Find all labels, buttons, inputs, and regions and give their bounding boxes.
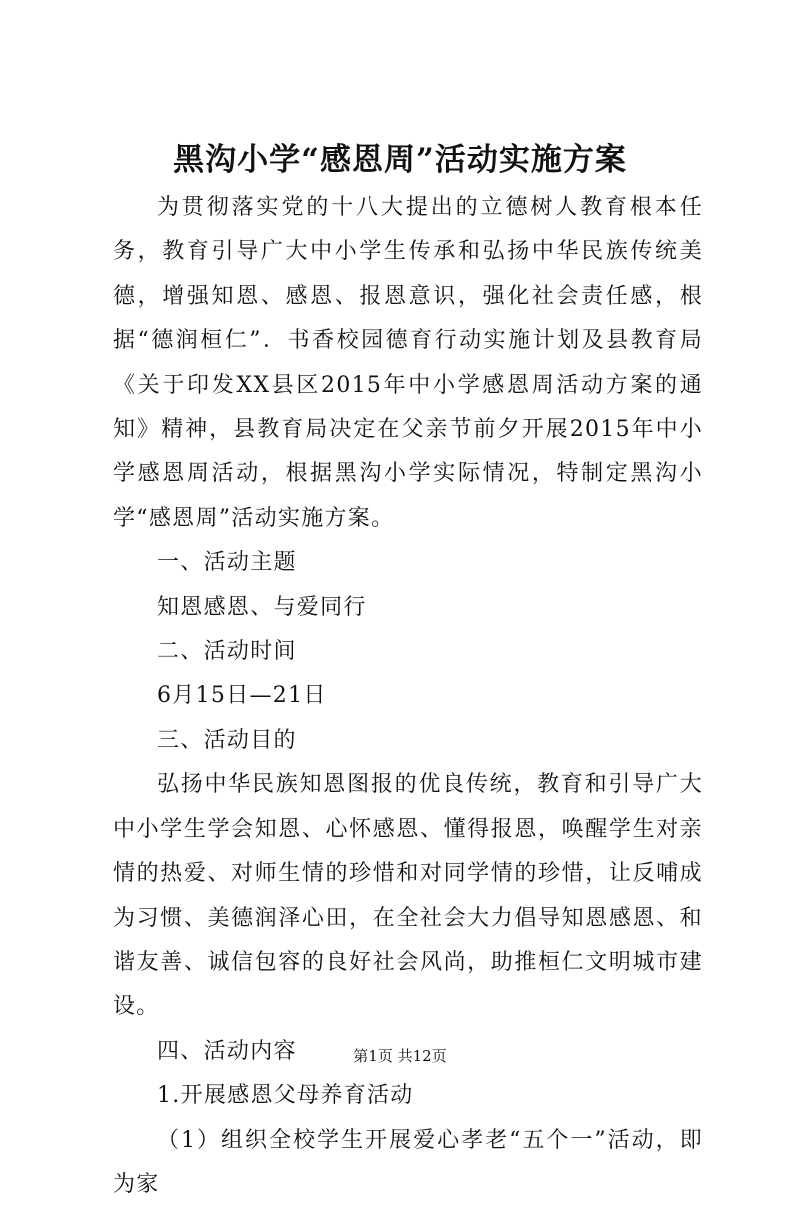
paragraph-purpose: 弘扬中华民族知恩图报的优良传统，教育和引导广大中小学生学会知恩、心怀感恩、懂得报恩，唤醒学生对亲情的热爱、对师生情的珍惜和对同学情的珍惜，让反哺成为习惯、美德润泽心田，在全社会大力倡导知恩感恩、和谐友善、诚信包容的良好社会风尚，助推桓仁文明城市建设。 [113, 772, 703, 1020]
paragraph-time: 6月15日—21日 [157, 683, 327, 709]
page-footer: 第1页 共12页 [353, 1047, 447, 1065]
section-heading-theme: 一、活动主题 [157, 550, 297, 576]
section-heading-purpose: 三、活动目的 [157, 727, 297, 753]
paragraph-theme: 知恩感恩、与爱同行 [157, 594, 367, 620]
document-title: 黑沟小学“感恩周”活动实施方案 [173, 142, 627, 178]
section-heading-time: 二、活动时间 [157, 639, 297, 665]
paragraph-intro: 为贯彻落实党的十八大提出的立德树人教育根本任务，教育引导广大中小学生传承和弘扬中华民族传统美德，增强知恩、感恩、报恩意识，强化社会责任感，根据“德润桓仁”．书香校园德育行动实施计划及县教育局《关于印发XX县区2015年中小学感恩周活动方案的通知》精神，县教育局决定在父亲节前夕开展2015年中小学感恩周活动，根据黑沟小学实际情况，特制定黑沟小学“感恩周”活动实施方案。 [113, 195, 703, 531]
subheading-parents: 1.开展感恩父母养育活动 [157, 1083, 414, 1109]
paragraph-item-1: （1）组织全校学生开展爱心孝老“五个一”活动，即为家 [113, 1127, 703, 1197]
section-heading-content: 四、活动内容 [157, 1038, 297, 1064]
